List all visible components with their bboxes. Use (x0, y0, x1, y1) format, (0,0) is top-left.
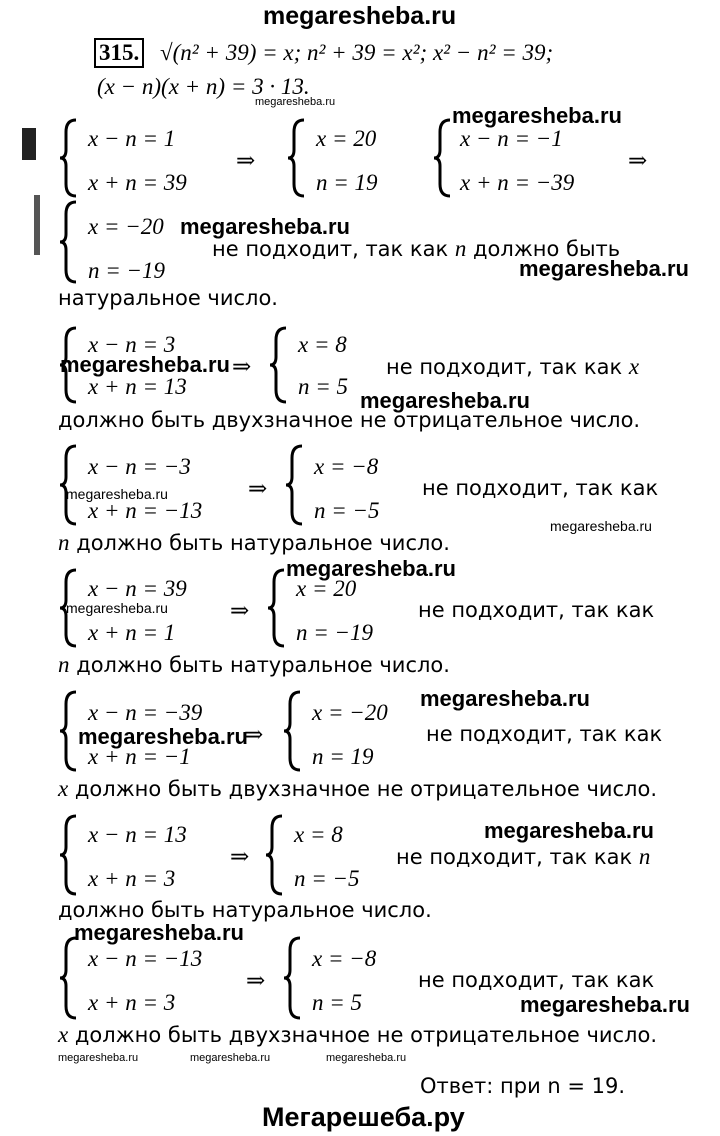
watermark: megaresheba.ru (520, 992, 690, 1017)
note-text: должно быть натуральное число. (76, 531, 450, 555)
implies-arrow: ⇒ (236, 148, 256, 173)
implies-arrow: ⇒ (244, 722, 264, 747)
case7-eq2: x + n = 3 (88, 866, 176, 891)
brace-icon (58, 814, 80, 896)
case7-note (396, 844, 650, 870)
watermark: megaresheba.ru (420, 686, 590, 711)
brace-icon (58, 200, 80, 284)
brace-icon (432, 118, 454, 198)
case5-res1: x = 20 (296, 576, 357, 601)
watermark: megaresheba.ru (66, 486, 168, 502)
case6-note-cont (58, 776, 657, 802)
case5-eq2: x + n = 1 (88, 620, 176, 645)
watermark: megaresheba.ru (180, 214, 350, 239)
header-watermark: megaresheba.ru (263, 2, 457, 30)
case4-eq1: x − n = −3 (88, 454, 191, 479)
case3-eq1: x − n = 3 (88, 332, 176, 357)
case8-res2: n = 5 (312, 990, 363, 1015)
watermark: megaresheba.ru (66, 600, 168, 616)
case3-note (386, 354, 639, 380)
scan-mark (22, 128, 36, 160)
watermark: megaresheba.ru (255, 96, 336, 108)
case8-note-cont (58, 1022, 657, 1048)
case8-eq1: x − n = −13 (88, 946, 203, 971)
case4-res2: n = −5 (314, 498, 380, 523)
watermark: megaresheba.ru (74, 920, 244, 945)
brace-icon (58, 690, 80, 772)
brace-icon (58, 118, 80, 198)
case4-res1: x = −8 (314, 454, 379, 479)
case1-eq2: x + n = 39 (88, 170, 187, 195)
note-text: должно быть (473, 237, 621, 261)
case5-eq1: x − n = 39 (88, 576, 187, 601)
problem-line-1: √(n² + 39) = x; n² + 39 = x²; x² − n² = 39; (160, 40, 554, 65)
brace-icon (282, 690, 304, 772)
case5-res2: n = −19 (296, 620, 374, 645)
case5-note: не подходит, так как (418, 598, 655, 622)
case7-res1: x = 8 (294, 822, 343, 847)
case6-note: не подходит, так как (426, 722, 663, 746)
brace-icon (284, 444, 306, 526)
case4-note: не подходит, так как (422, 476, 659, 500)
answer: Ответ: при n = 19. (420, 1074, 626, 1098)
note-var: n (58, 652, 70, 677)
note-text: должно быть натуральное число. (76, 653, 450, 677)
implies-arrow: ⇒ (246, 968, 266, 993)
brace-icon (58, 444, 80, 526)
problem-number: 315. (94, 38, 144, 68)
case6-eq2: x + n = −1 (88, 744, 191, 769)
case2-res2: n = −19 (88, 258, 166, 283)
note-var: n (638, 844, 651, 869)
watermark: megaresheba.ru (360, 388, 530, 413)
brace-icon (286, 118, 308, 198)
case7-eq1: x − n = 13 (88, 822, 187, 847)
note-var: n (454, 236, 467, 261)
implies-arrow: ⇒ (628, 148, 648, 173)
case2-res1: x = −20 (88, 214, 164, 239)
brace-icon (264, 814, 286, 896)
watermark: megaresheba.ru (58, 1052, 139, 1064)
watermark: megaresheba.ru (78, 724, 248, 749)
implies-arrow: ⇒ (230, 844, 250, 869)
case6-res2: n = 19 (312, 744, 374, 769)
case1-res2: n = 19 (316, 170, 378, 195)
case8-eq2: x + n = 3 (88, 990, 176, 1015)
note-var: x (58, 776, 69, 801)
problem-line-2: (x − n)(x + n) = 3 · 13. (97, 74, 310, 99)
case8-res1: x = −8 (312, 946, 377, 971)
note-text: не подходит, так как (396, 845, 633, 869)
implies-arrow: ⇒ (230, 598, 250, 623)
watermark: megaresheba.ru (60, 352, 230, 377)
footer-brand: Мегарешеба.ру (262, 1102, 465, 1132)
brace-icon (282, 936, 304, 1020)
case7-note-cont: должно быть натуральное число. (58, 898, 432, 922)
case8-note: не подходит, так как (418, 968, 655, 992)
implies-arrow: ⇒ (248, 476, 268, 501)
brace-icon (266, 568, 288, 648)
note-text: должно быть двухзначное не отрицательное число. (74, 1023, 657, 1047)
case6-eq1: x − n = −39 (88, 700, 203, 725)
note-text: должно быть двухзначное не отрицательное число. (74, 777, 657, 801)
note-text: не подходит, так как (212, 237, 449, 261)
case3-res2: n = 5 (298, 374, 349, 399)
case5-note-cont (58, 652, 450, 678)
watermark: megaresheba.ru (326, 1052, 407, 1064)
case3-res1: x = 8 (298, 332, 347, 357)
watermark: megaresheba.ru (190, 1052, 271, 1064)
case3-eq2: x + n = 13 (88, 374, 187, 399)
case4-eq2: x + n = −13 (88, 498, 203, 523)
case3-note-cont: должно быть двухзначное не отрицательное число. (58, 408, 641, 432)
watermark: megaresheba.ru (286, 556, 456, 581)
case2-note-cont: натуральное число. (58, 286, 278, 310)
note-var: x (58, 1022, 69, 1047)
implies-arrow: ⇒ (232, 354, 252, 379)
case1-eq1: x − n = 1 (88, 126, 176, 151)
watermark: megaresheba.ru (519, 256, 689, 281)
scan-mark (34, 195, 40, 255)
case6-res1: x = −20 (312, 700, 388, 725)
note-var: x (628, 354, 640, 379)
case2-eq1: x − n = −1 (460, 126, 563, 151)
note-var: n (58, 530, 70, 555)
case7-res2: n = −5 (294, 866, 360, 891)
note-text: не подходит, так как (386, 355, 623, 379)
watermark: megaresheba.ru (484, 818, 654, 843)
case4-note-cont (58, 530, 450, 556)
brace-icon (268, 326, 290, 404)
case1-res1: x = 20 (316, 126, 377, 151)
case2-eq2: x + n = −39 (460, 170, 575, 195)
brace-icon (58, 936, 80, 1020)
watermark: megaresheba.ru (452, 103, 622, 128)
watermark: megaresheba.ru (550, 518, 652, 534)
